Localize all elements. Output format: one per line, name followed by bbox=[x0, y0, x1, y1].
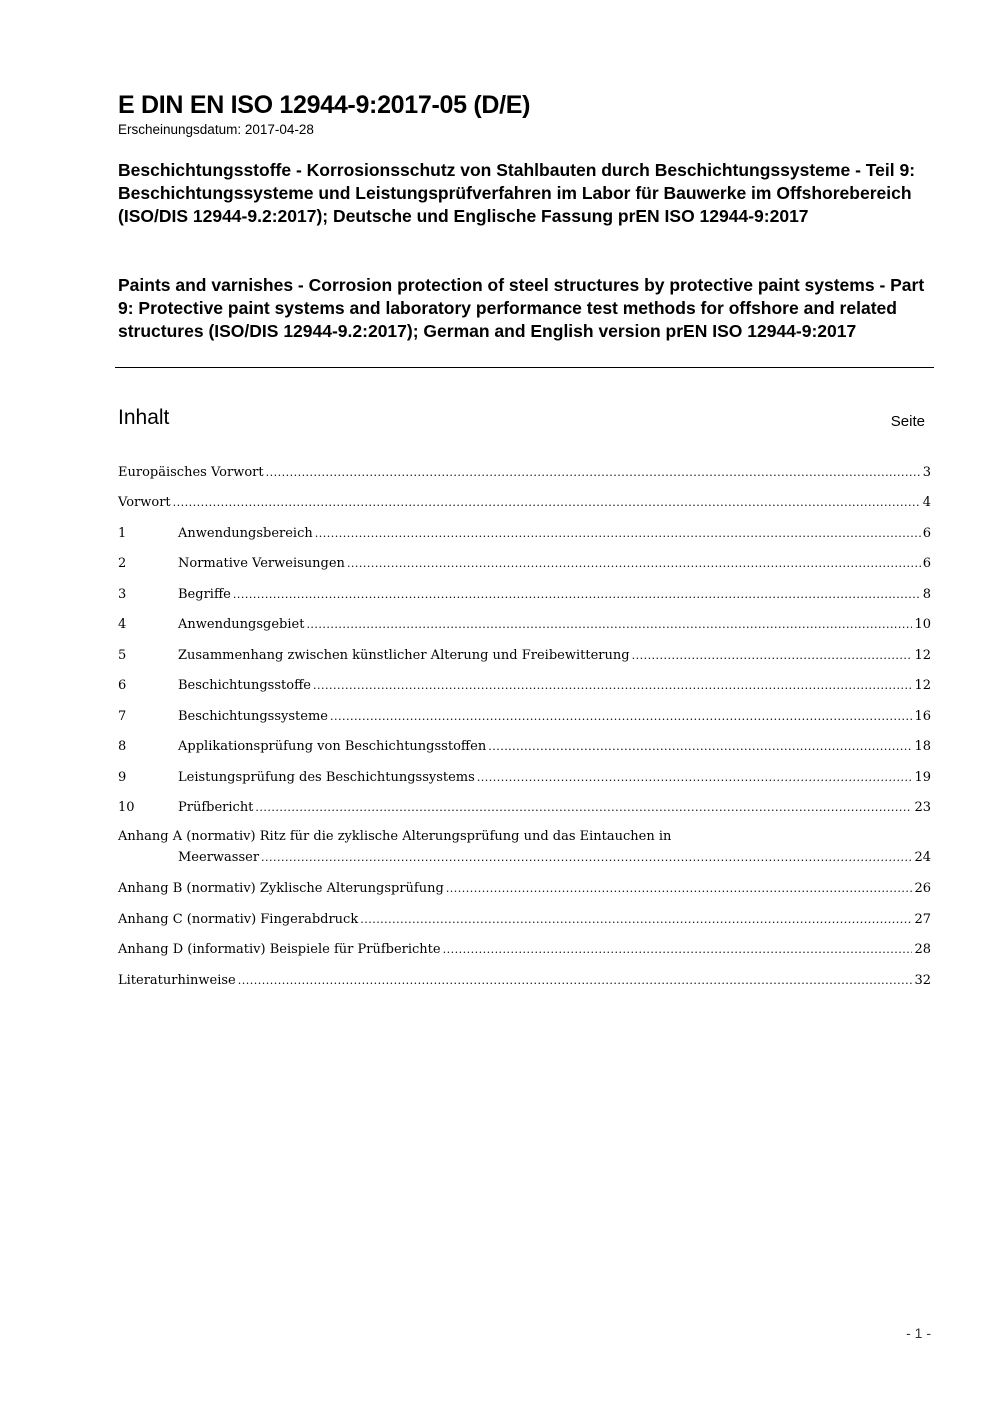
toc-entry-number: 9 bbox=[118, 770, 127, 785]
toc-entry-title: Europäisches Vorwort bbox=[118, 465, 264, 480]
toc-leader bbox=[443, 943, 913, 956]
page-number: - 1 - bbox=[906, 1325, 931, 1341]
title-divider bbox=[115, 367, 934, 368]
toc-entry[interactable] bbox=[118, 587, 931, 607]
toc-entry-page: 24 bbox=[914, 850, 931, 865]
toc-entry-title: Anhang C (normativ) Fingerabdruck bbox=[118, 912, 359, 927]
toc-leader bbox=[255, 801, 912, 814]
toc-entry-page: 19 bbox=[914, 770, 931, 785]
toc-entry-page: 12 bbox=[914, 678, 931, 693]
toc-entry-page: 10 bbox=[914, 617, 931, 632]
toc-entry-annex-a[interactable] bbox=[118, 829, 931, 870]
toc-entry-title: Anhang B (normativ) Zyklische Alterungsprüfung bbox=[118, 881, 444, 896]
toc-leader bbox=[233, 588, 921, 601]
toc-leader bbox=[488, 740, 912, 753]
toc-heading: Inhalt bbox=[118, 406, 170, 429]
toc-entry[interactable] bbox=[118, 495, 931, 515]
toc-entry-annex-c[interactable] bbox=[118, 912, 931, 932]
toc-entry-page: 26 bbox=[914, 881, 931, 896]
toc-entry-page: 6 bbox=[922, 556, 931, 571]
toc-entry-number: 5 bbox=[118, 648, 127, 663]
toc-entry-page: 23 bbox=[914, 800, 931, 815]
toc-entry-annex-d[interactable] bbox=[118, 942, 931, 962]
toc-entry[interactable] bbox=[118, 709, 931, 729]
toc-entry[interactable] bbox=[118, 556, 931, 576]
toc-entry-title: Vorwort bbox=[118, 495, 171, 510]
toc-entry[interactable] bbox=[118, 739, 931, 759]
toc-leader bbox=[266, 466, 921, 479]
title-english: Paints and varnishes - Corrosion protection of steel structures by protective paint systems - Part 9: Protective paint systems and laboratory performance test methods for offshore and related structures (ISO/DIS 12944-9.2:2017); German and English version prEN ISO 12944-9:2017 bbox=[118, 275, 925, 342]
toc-entry-title: Begriffe bbox=[178, 587, 231, 602]
toc-entry-title: Literaturhinweise bbox=[118, 973, 236, 988]
toc-entry[interactable] bbox=[118, 648, 931, 668]
toc-entry-title: Anwendungsbereich bbox=[178, 526, 313, 541]
toc-entry-number: 2 bbox=[118, 556, 127, 571]
toc-entry-title: Anhang D (informativ) Beispiele für Prüfberichte bbox=[118, 942, 441, 957]
toc-entry-title: Anhang A (normativ) Ritz für die zyklische Alterungsprüfung und das Eintauchen in bbox=[118, 829, 672, 844]
toc-entry[interactable] bbox=[118, 526, 931, 546]
toc-entry-page: 3 bbox=[922, 465, 931, 480]
toc-entry-annex-b[interactable] bbox=[118, 881, 931, 901]
toc-entry-page: 8 bbox=[922, 587, 931, 602]
toc-entry-title: Prüfbericht bbox=[178, 800, 254, 815]
toc-entry-number: 8 bbox=[118, 739, 127, 754]
toc-leader bbox=[330, 710, 912, 723]
toc-entry-number: 1 bbox=[118, 526, 127, 541]
toc-entry-title: Anwendungsgebiet bbox=[178, 617, 305, 632]
toc-entry[interactable] bbox=[118, 678, 931, 698]
toc-entry[interactable] bbox=[118, 770, 931, 790]
toc-leader bbox=[315, 527, 921, 540]
toc-leader bbox=[306, 618, 912, 631]
toc-entry-title: Normative Verweisungen bbox=[178, 556, 345, 571]
toc-entry-bibliography[interactable] bbox=[118, 973, 931, 993]
toc-entry-number: 7 bbox=[118, 709, 127, 724]
toc-entry-number: 3 bbox=[118, 587, 127, 602]
toc-entry-title-continuation: Meerwasser bbox=[178, 850, 260, 865]
toc-entry[interactable] bbox=[118, 617, 931, 637]
toc-entry-page: 16 bbox=[914, 709, 931, 724]
toc-leader bbox=[446, 882, 913, 895]
toc-leader bbox=[238, 974, 913, 987]
toc-entry-title: Beschichtungsstoffe bbox=[178, 678, 311, 693]
toc-leader bbox=[360, 913, 912, 926]
toc-leader bbox=[313, 679, 912, 692]
toc-leader bbox=[173, 496, 921, 509]
toc-entry-page: 12 bbox=[914, 648, 931, 663]
toc-entry-title: Leistungsprüfung des Beschichtungssystems bbox=[178, 770, 475, 785]
toc-leader bbox=[477, 771, 913, 784]
toc-entry-page: 27 bbox=[914, 912, 931, 927]
toc-entry-page: 4 bbox=[922, 495, 931, 510]
toc-entry-title: Applikationsprüfung von Beschichtungsstoffen bbox=[178, 739, 487, 754]
toc-entry-page: 6 bbox=[922, 526, 931, 541]
toc-leader bbox=[632, 649, 913, 662]
toc-entry-page: 28 bbox=[914, 942, 931, 957]
toc-entry-page: 32 bbox=[914, 973, 931, 988]
title-german: Beschichtungsstoffe - Korrosionsschutz von Stahlbauten durch Beschichtungssysteme - Teil 9: Beschichtungssysteme und Leistungsprüfverfahren im Labor für Bauwerke im Offshorebereich (ISO/DIS 12944-9.2:2017); Deutsche und Englische Fassung prEN ISO 12944-9:2017 bbox=[118, 160, 916, 227]
toc-leader bbox=[261, 851, 912, 864]
toc-entry[interactable] bbox=[118, 800, 931, 820]
publication-date: Erscheinungsdatum: 2017-04-28 bbox=[118, 122, 314, 137]
toc-leader bbox=[347, 557, 921, 570]
toc-entry-number: 6 bbox=[118, 678, 127, 693]
toc-entry-title: Beschichtungssysteme bbox=[178, 709, 328, 724]
toc-entry-page: 18 bbox=[914, 739, 931, 754]
document-id: E DIN EN ISO 12944-9:2017-05 (D/E) bbox=[118, 91, 531, 119]
toc-entry-title: Zusammenhang zwischen künstlicher Alterung und Freibewitterung bbox=[178, 648, 630, 663]
toc-page-column-label: Seite bbox=[890, 413, 925, 430]
toc-entry-number: 10 bbox=[118, 800, 135, 815]
toc-entry[interactable] bbox=[118, 465, 931, 485]
toc-entry-number: 4 bbox=[118, 617, 127, 632]
